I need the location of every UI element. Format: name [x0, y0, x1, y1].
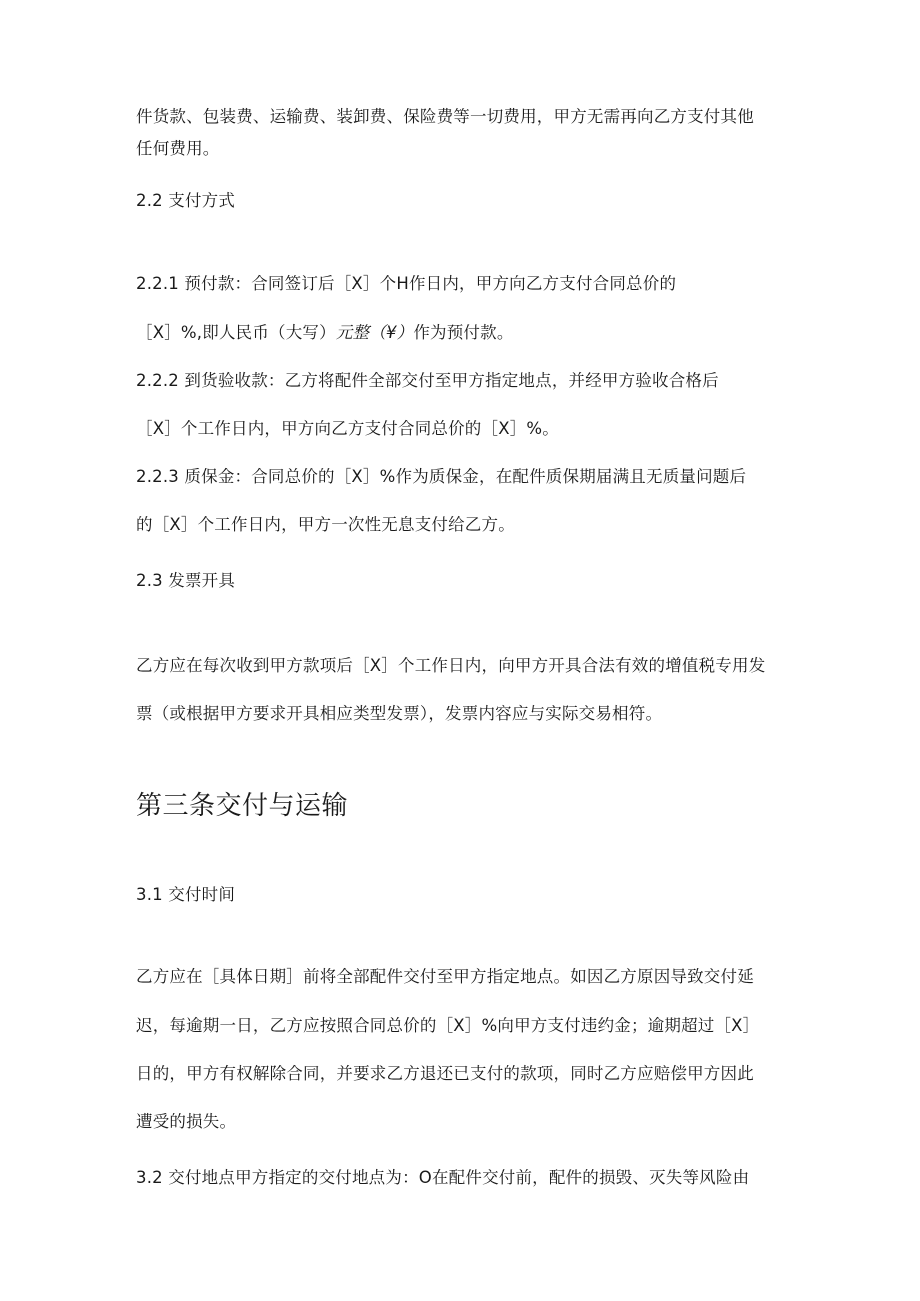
clause-text-italic: 元整（¥）: [335, 323, 414, 342]
section-title: 第三条交付与运输: [136, 791, 349, 821]
paragraph-line: 乙方应在［具体日期］前将全部配件交付至甲方指定地点。如因乙方原因导致交付延: [136, 967, 754, 986]
paragraph-line: 任何费用。: [136, 139, 220, 158]
clause-2-2-3-line: 的［X］个工作日内，甲方一次性无息支付给乙方。: [136, 515, 515, 534]
subsection-heading-2-3: 2.3 发票开具: [136, 571, 236, 590]
subsection-heading-2-2: 2.2 支付方式: [136, 191, 236, 210]
paragraph-line: 件货款、包装费、运输费、装卸费、保险费等一切费用，甲方无需再向乙方支付其他: [136, 107, 754, 126]
clause-text: ［X］%,即人民币（大写）: [136, 323, 336, 342]
subsection-heading-3-1: 3.1 交付时间: [136, 885, 236, 904]
paragraph-line: 迟，每逾期一日，乙方应按照合同总价的［X］%向甲方支付违约金；逾期超过［X］: [136, 1016, 760, 1035]
paragraph-line: 遭受的损失。: [136, 1112, 237, 1131]
clause-2-2-2-line: 2.2.2 到货验收款：乙方将配件全部交付至甲方指定地点，并经甲方验收合格后: [136, 371, 719, 390]
clause-2-2-1-line: [136, 322, 514, 344]
paragraph-line: 日的，甲方有权解除合同，并要求乙方退还已支付的款项，同时乙方应赔偿甲方因此: [136, 1064, 754, 1083]
clause-2-2-3-line: 2.2.3 质保金：合同总价的［X］%作为质保金，在配件质保期届满且无质量问题后: [136, 467, 747, 486]
clause-3-2-line: 3.2 交付地点甲方指定的交付地点为：O在配件交付前，配件的损毁、灭失等风险由: [136, 1168, 750, 1187]
paragraph-line: 票（或根据甲方要求开具相应类型发票），发票内容应与实际交易相符。: [136, 704, 663, 723]
paragraph-line: 乙方应在每次收到甲方款项后［X］个工作日内，向甲方开具合法有效的增值税专用发: [136, 656, 766, 675]
clause-text: 作为预付款。: [413, 323, 514, 342]
clause-2-2-1-line: 2.2.1 预付款：合同签订后［X］个H作日内，甲方向乙方支付合同总价的: [136, 274, 677, 293]
clause-2-2-2-line: ［X］个工作日内，甲方向乙方支付合同总价的［X］%。: [136, 419, 559, 438]
